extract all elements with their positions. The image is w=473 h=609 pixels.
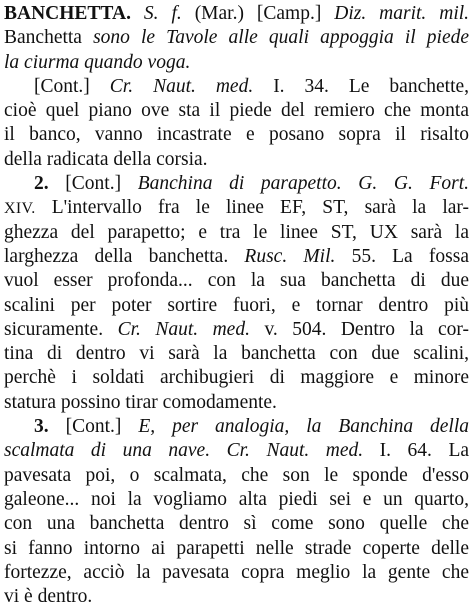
quotation-line: [4, 221, 469, 245]
quotation-line: [4, 537, 469, 561]
quotation-line: [4, 585, 469, 609]
quotation-text: cioè quel piano ove sta il piede del remiero che monta: [4, 100, 469, 122]
definition-line: [4, 26, 469, 50]
quotation-text: L'intervallo fra le linee EF, ST, sarà la lar-: [51, 197, 469, 219]
quotation-line: [4, 512, 469, 536]
quotation-line: [4, 99, 469, 123]
quotation-text: tina di dentro vi sarà la banchetta con due scalini,: [4, 343, 469, 365]
definition-line: [4, 51, 469, 75]
quotation-line: [4, 196, 469, 220]
quotation-line: [4, 245, 469, 269]
citation-ref: I. 64. La: [379, 440, 469, 462]
quotation-line: [4, 488, 469, 512]
sense-label: Banchina di parapetto.: [137, 173, 342, 195]
definition-lead: Banchetta: [4, 27, 82, 49]
quotation-text: Le banchette,: [348, 75, 469, 97]
quotation-text: con una banchetta dentro sì come sono quelle che: [4, 513, 469, 535]
sense-label: scalmata di una nave.: [4, 440, 211, 462]
sense-number: 2.: [34, 173, 49, 195]
quotation-text: il banco, vanno incastrate e posano sopra il risalto: [4, 124, 469, 146]
quotation-line: [4, 318, 469, 342]
quotation-line: [4, 75, 469, 99]
quotation-text: ghezza del parapetto; e tra le linee ST, UX sarà la: [4, 221, 469, 243]
citation-source: G. G. Fort.: [358, 173, 469, 195]
quotation-text: vi è dentro.: [4, 586, 93, 608]
quotation-text: vuol esser profonda... con la sua banchetta di due: [4, 270, 469, 292]
quotation-line: [4, 123, 469, 147]
quotation-text: statura possino tirar comodamente.: [4, 391, 277, 413]
dictionary-reference: Diz. marit. mil.: [334, 3, 469, 24]
context-tag: [Cont.]: [34, 75, 90, 97]
entry-header-line: [4, 2, 469, 26]
quotation-line: [4, 391, 469, 415]
quotation-line: [4, 342, 469, 366]
quotation-line: [4, 561, 469, 585]
citation-source: Rusc. Mil.: [244, 245, 336, 267]
citation-source: Cr. Naut. med.: [226, 440, 364, 462]
quotation-text: perchè i soldati archibugieri di maggiore e minore: [4, 367, 469, 389]
sense-label: E, per analogia, la Banchina della: [138, 416, 469, 438]
sense-header-line: [4, 415, 469, 439]
quotation-text: fortezze, acciò la pavesata copra meglio la gente che: [4, 561, 469, 583]
quotation-line: [4, 439, 469, 463]
quotation-text: sicuramente.: [4, 318, 104, 340]
quotation-text: v. 504. Dentro la cor-: [264, 318, 469, 340]
context-tag: [Cont.]: [65, 416, 122, 438]
citation-source: Cr. Naut. med.: [109, 75, 254, 97]
quotation-text: pavesata poi, o scalmata, che son le sponde d'esso: [4, 464, 469, 486]
headword: BANCHETTA.: [4, 3, 131, 24]
citation-ref: I. 34.: [273, 75, 329, 97]
context-tag: [Cont.]: [65, 173, 122, 195]
definition-text: sono le Tavole alle quali appoggia il piede: [93, 27, 469, 49]
quotation-line: [4, 269, 469, 293]
quotation-text: larghezza della banchetta.: [4, 245, 229, 267]
definition-text: la ciurma quando voga.: [4, 51, 191, 73]
quotation-text: si fanno intorno ai parapetti nelle strade coperte delle: [4, 537, 469, 559]
quotation-text: 55. La fossa: [351, 245, 469, 267]
quotation-line: [4, 464, 469, 488]
quotation-text: galeone... noi la vogliamo alta piedi sei e un quarto,: [4, 488, 469, 510]
gender-label: S. f.: [143, 3, 182, 24]
quotation-text: scalini per poter sortire fuori, e tornar dentro più: [4, 294, 469, 316]
quotation-text: della radicata della corsia.: [4, 148, 208, 170]
citation-ref: XIV.: [4, 200, 36, 218]
usage-tags: (Mar.) [Camp.]: [194, 3, 322, 24]
quotation-line: [4, 294, 469, 318]
quotation-line: [4, 366, 469, 390]
quotation-line: [4, 148, 469, 172]
sense-header-line: [4, 172, 469, 196]
dictionary-entry: [4, 2, 469, 609]
citation-source: Cr. Naut. med.: [117, 318, 250, 340]
sense-number: 3.: [34, 416, 49, 438]
